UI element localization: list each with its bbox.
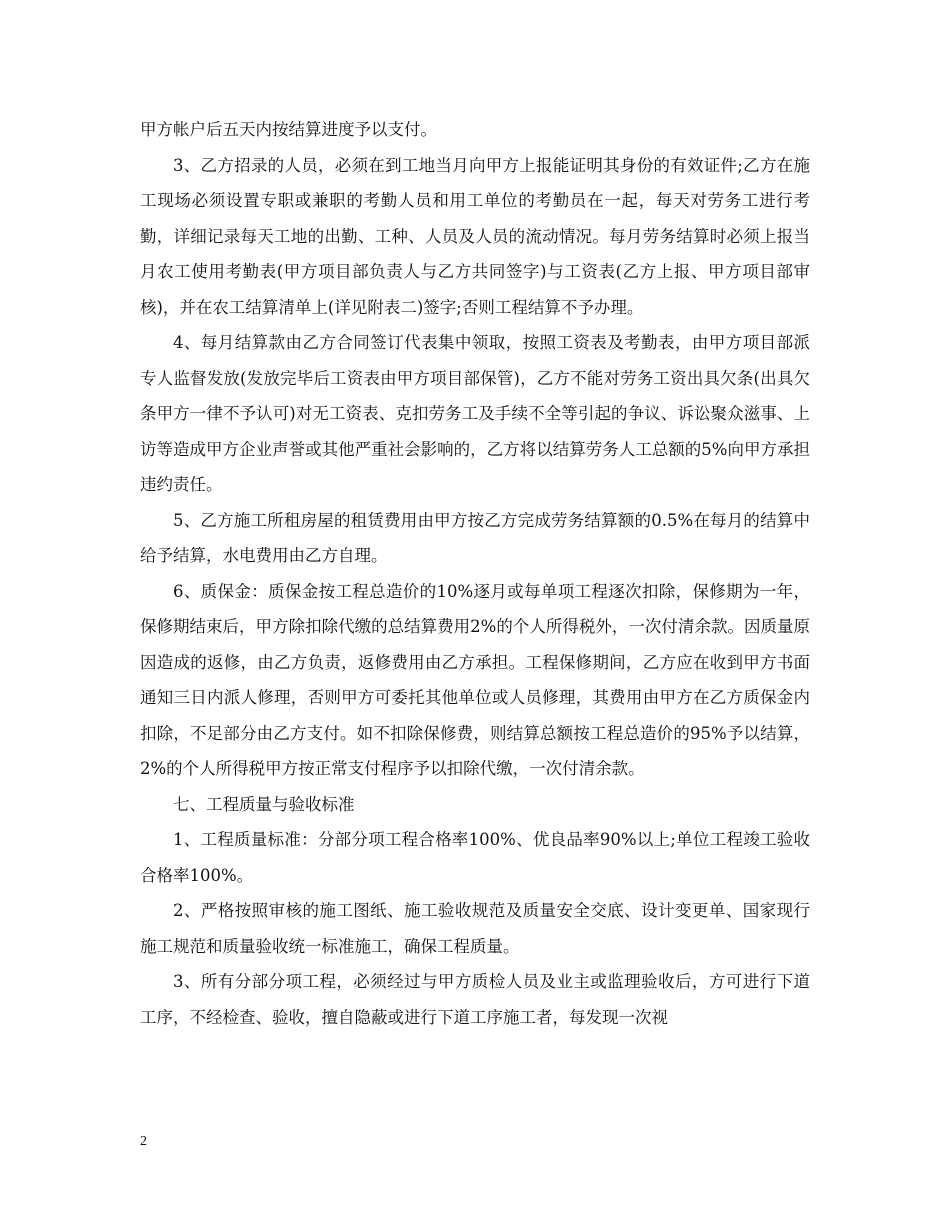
- paragraph-quality-1: 1、工程质量标准：分部分项工程合格率100%、优良品率90%以上;单位工程竣工验收合格率100%。: [140, 830, 810, 885]
- paragraph-quality-3: 3、所有分部分项工程，必须经过与甲方质检人员及业主或监理验收后，方可进行下道工序，不经检查、验收，擅自隐蔽或进行下道工序施工者，每发现一次视: [140, 972, 810, 1027]
- paragraph-quality-2: 2、严格按照审核的施工图纸、施工验收规范及质量安全交底、设计变更单、国家现行施工规范和质量验收统一标准施工，确保工程质量。: [140, 901, 810, 956]
- page-number: 2: [140, 1134, 147, 1149]
- paragraph-clause-4: 4、每月结算款由乙方合同签订代表集中领取，按照工资表及考勤表，由甲方项目部派专人监督发放(发放完毕后工资表由甲方项目部保管)，乙方不能对劳务工资出具欠条(出具欠条甲方一律不予认可)对无工资表、克扣劳务工及手续不全等引起的争议、诉讼聚众滋事、上访等造成甲方企业声誉或其他严重社会影响的，乙方将以结算劳务人工总额的5%向甲方承担违约责任。: [140, 333, 810, 494]
- paragraph-continuation: 甲方帐户后五天内按结算进度予以支付。: [140, 120, 437, 139]
- paragraph-clause-3: 3、乙方招录的人员，必须在到工地当月向甲方上报能证明其身份的有效证件;乙方在施工现场必须设置专职或兼职的考勤人员和用工单位的考勤员在一起，每天对劳务工进行考勤，详细记录每天工地的出勤、工种、人员及人员的流动情况。每月劳务结算时必须上报当月农工使用考勤表(甲方项目部负责人与乙方共同签字)与工资表(乙方上报、甲方项目部审核)，并在农工结算清单上(详见附表二)签字;否则工程结算不予办理。: [140, 155, 810, 317]
- paragraph-clause-6: 6、质保金：质保金按工程总造价的10%逐月或每单项工程逐次扣除，保修期为一年，保修期结束后，甲方除扣除代缴的总结算费用2%的个人所得税外，一次付清余款。因质量原因造成的返修，由乙方负责，返修费用由乙方承担。工程保修期间，乙方应在收到甲方书面通知三日内派人修理，否则甲方可委托其他单位或人员修理，其费用由甲方在乙方质保金内扣除，不足部分由乙方支付。如不扣除保修费，则结算总额按工程总造价的95%予以结算，2%的个人所得税甲方按正常支付程序予以扣除代缴，一次付清余款。: [140, 581, 810, 778]
- paragraph-clause-5: 5、乙方施工所租房屋的租赁费用由甲方按乙方完成劳务结算额的0.5%在每月的结算中给予结算，水电费用由乙方自理。: [140, 510, 810, 565]
- section-heading-quality: 七、工程质量与验收标准: [173, 794, 355, 814]
- document-body: [140, 112, 810, 1035]
